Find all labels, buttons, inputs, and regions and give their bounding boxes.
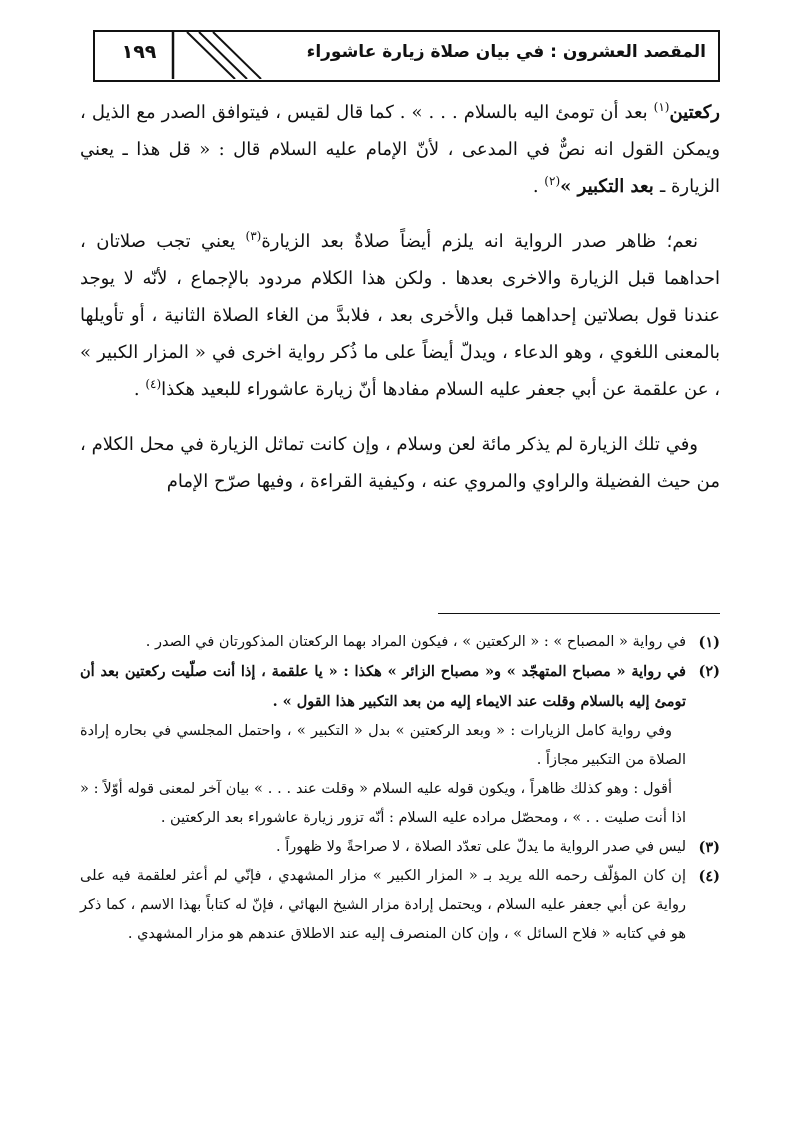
paragraph-2-text-a: نعم؛ ظاهر صدر الرواية انه يلزم أيضاً صلاةٌ بعد الزيارة (261, 231, 698, 252)
footnote-1 (80, 628, 720, 657)
footnote-2-comment: أقول : وهو كذلك ظاهراً ، ويكون قوله عليه السلام « وقلت عند . . . » بيان آخر لمعنى قوله أوّلاً : « اذا أنت صليت . . » ، ومحصّل مراده عليه السلام : أنّه تزور زيارة عاشوراء بعد الركعتين . (80, 781, 686, 826)
page-number: ١٩٩ (121, 41, 157, 63)
footnote-number: (٣) (698, 839, 720, 856)
paragraph-1 (80, 94, 720, 205)
paragraph-1-aside: ـ يعني الزيارة ـ (80, 139, 720, 197)
paragraph-1-text: بعد أن تومئ اليه بالسلام . . . » . كما قال لقيس ، فيتوافق الصدر مع الذيل ، ويمكن القول انه نصٌّ في المدعى ، لأنّ الإمام عليه السلام قال : « قل هذا (80, 102, 721, 160)
footnote-ref-2: (٢) (544, 174, 561, 188)
page-header (93, 30, 720, 82)
chapter-title: المقصد العشرون : في بيان صلاة زيارة عاشوراء (306, 42, 706, 62)
footnote-4 (80, 862, 720, 949)
footnote-text: في رواية « مصباح المتهجّد » و« مصباح الزائر » هكذا : « يا علقمة ، إذا أنت صلّيت ركعتين بعد أن تومئ إليه بالسلام وقلت عند الايماء إليه من بعد التكبير هذا القول » . (80, 663, 686, 710)
footnotes (80, 628, 720, 949)
footnote-ref-3: (٣) (245, 229, 262, 243)
paragraph-2-text-b: يعني تجب صلاتان ، احداهما قبل الزيارة والاخرى بعدها . ولكن هذا الكلام مردود بالإجماع ، لأنّه لا يوجد عندنا قول بصلاتين إحداهما قبل والأخرى بعد ، فلابدَّ من الغاء الصلاة الثانية ، أو تأويلها بالمعنى اللغوي ، وهو الدعاء ، ويدلّ أيضاً على ما ذُكر رواية اخرى في « المزار الكبير » ، عن علقمة عن أبي جعفر عليه السلام مفادها أنّ زيارة عاشوراء للبعيد هكذا (80, 231, 720, 400)
footnote-3 (80, 833, 720, 862)
footnote-text: في رواية « المصباح » : « الركعتين » ، فيكون المراد بهما الركعتان المذكورتان في الصدر . (145, 634, 686, 650)
footnote-ref-4: (٤) (145, 377, 162, 391)
footnote-separator (438, 613, 720, 614)
paragraph-1-end: . (532, 176, 545, 197)
footnote-2-continuation: وفي رواية كامل الزيارات : « وبعد الركعتين » بدل « التكبير » ، واحتمل المجلسي في بحاره إرادة الصلاة من التكبير مجازاً . (80, 723, 686, 768)
footnote-text: إن كان المؤلّف رحمه الله يريد بـ « المزار الكبير » مزار المشهدي ، فإنّي لم أعثر لعلقمة فيه على رواية عن أبي جعفر عليه السلام ، ويحتمل إرادة مزار الشيخ البهائي ، فإنّ له كتاباً بهذا الاسم ، كما ذكر هو في كتابه « فلاح السائل » ، وإن كان المنصرف إليه عند الاطلاق عندهم هو مزار المشهدي . (80, 868, 686, 942)
paragraph-3: وفي تلك الزيارة لم يذكر مائة لعن وسلام ، وإن كانت تماثل الزيارة في محل الكلام ، من حيث الفضيلة والراوي والمروي عنه ، وكيفية القراءة ، وفيها صرّح الإمام (80, 434, 720, 492)
paragraph-2 (80, 223, 720, 408)
footnote-number: (٢) (698, 663, 720, 680)
footnote-ref-1: (١) (653, 100, 670, 114)
footnote-number: (١) (698, 634, 720, 651)
paragraph-2-end: . (133, 379, 146, 400)
footnote-2 (80, 657, 720, 717)
quote-end: بعد التكبير » (560, 176, 660, 197)
quote-start: ركعتين (669, 102, 720, 123)
main-text (80, 94, 720, 518)
footnote-text: ليس في صدر الرواية ما يدلّ على تعدّد الصلاة ، لا صراحةً ولا ظهوراً . (276, 839, 686, 855)
footnote-number: (٤) (698, 868, 720, 885)
